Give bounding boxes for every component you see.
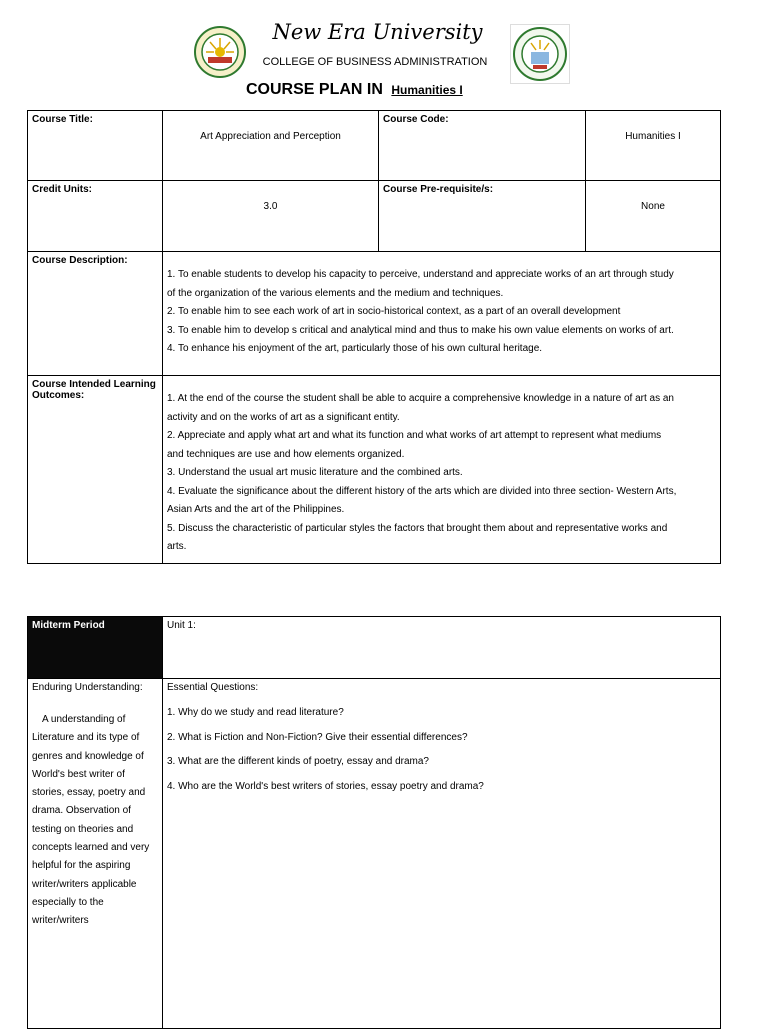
question-item: 1. Why do we study and read literature? bbox=[167, 707, 344, 718]
outcome-line: 5. Discuss the characteristic of particular styles the factors that brought them about and representative works and bbox=[167, 522, 668, 534]
course-title-value: Art Appreciation and Perception bbox=[163, 111, 379, 181]
plan-subject: Humanities I bbox=[391, 83, 463, 97]
description-line: of the organization of the various elements and the medium and techniques. bbox=[167, 287, 504, 299]
plan-title-text: COURSE PLAN IN bbox=[246, 81, 383, 98]
midterm-period-label: Midterm Period bbox=[28, 617, 163, 679]
question-item: 4. Who are the World's best writers of stories, essay poetry and drama? bbox=[167, 780, 484, 792]
course-plan-title bbox=[246, 81, 463, 99]
college-name: COLLEGE OF BUSINESS ADMINISTRATION bbox=[262, 56, 488, 68]
learning-outcomes-label: Course Intended Learning Outcomes: bbox=[28, 376, 163, 564]
university-name: New Era University bbox=[272, 20, 483, 44]
outcome-line: 1. At the end of the course the student shall be able to acquire a comprehensive knowledge in a nature of art as an bbox=[167, 393, 674, 404]
description-line: 3. To enable him to develop s critical and analytical mind and thus to make his own value elements on works of art. bbox=[167, 324, 674, 336]
course-description-cell bbox=[163, 252, 721, 376]
midterm-table bbox=[27, 616, 721, 1029]
question-item: 3. What are the different kinds of poetry, essay and drama? bbox=[167, 756, 429, 767]
description-line: 4. To enhance his enjoyment of the art, particularly those of his own cultural heritage. bbox=[167, 343, 543, 354]
essential-questions-cell bbox=[163, 679, 721, 1029]
document-header bbox=[0, 18, 768, 108]
outcome-line: 4. Evaluate the significance about the different history of the arts which are divided into three section- Western Arts, bbox=[167, 485, 677, 497]
learning-outcomes-cell bbox=[163, 376, 721, 564]
course-description-list bbox=[167, 266, 716, 359]
course-code-value: Humanities I bbox=[586, 111, 721, 181]
enduring-understanding-cell bbox=[28, 679, 163, 1029]
outcome-line: 3. Understand the usual art music literature and the combined arts. bbox=[167, 467, 463, 478]
outcome-line: 2. Appreciate and apply what art and what its function and what works of art attempt to represent what mediums bbox=[167, 430, 662, 441]
learning-outcomes-list bbox=[167, 390, 716, 557]
credit-units-value: 3.0 bbox=[163, 181, 379, 252]
university-seal-right-icon bbox=[510, 24, 570, 84]
prerequisite-label: Course Pre-requisite/s: bbox=[379, 181, 586, 252]
credit-units-label: Credit Units: bbox=[28, 181, 163, 252]
description-line: 2. To enable him to see each work of art in socio-historical context, as a part of an overall development bbox=[167, 306, 621, 317]
course-info-table bbox=[27, 110, 721, 564]
enduring-understanding-label: Enduring Understanding: bbox=[32, 682, 143, 693]
course-title-label: Course Title: bbox=[28, 111, 163, 181]
question-item: 2. What is Fiction and Non-Fiction? Give their essential differences? bbox=[167, 731, 468, 743]
prerequisite-value: None bbox=[586, 181, 721, 252]
unit-label: Unit 1: bbox=[163, 617, 721, 679]
outcome-line: Asian Arts and the art of the Philippines. bbox=[167, 504, 345, 515]
enduring-understanding-text: A understanding of Literature and its type of genres and knowledge of World's best writer of stories, essay, poetry and drama. Observation of testing on theories and concepts learned and very helpful for the aspiring writer/writers applicable especially to the writer/writers bbox=[32, 714, 150, 927]
description-line: 1. To enable students to develop his capacity to perceive, understand and appreciate works of an art through study bbox=[167, 269, 674, 280]
essential-questions-list bbox=[167, 701, 716, 799]
course-description-label: Course Description: bbox=[28, 252, 163, 376]
essential-questions-label: Essential Questions: bbox=[167, 682, 259, 693]
outcome-line: arts. bbox=[167, 541, 187, 552]
outcome-line: activity and on the works of art as a significant entity. bbox=[167, 411, 400, 423]
university-seal-left-icon bbox=[194, 26, 246, 78]
course-code-label: Course Code: bbox=[379, 111, 586, 181]
outcome-line: and techniques are use and how elements organized. bbox=[167, 448, 405, 460]
